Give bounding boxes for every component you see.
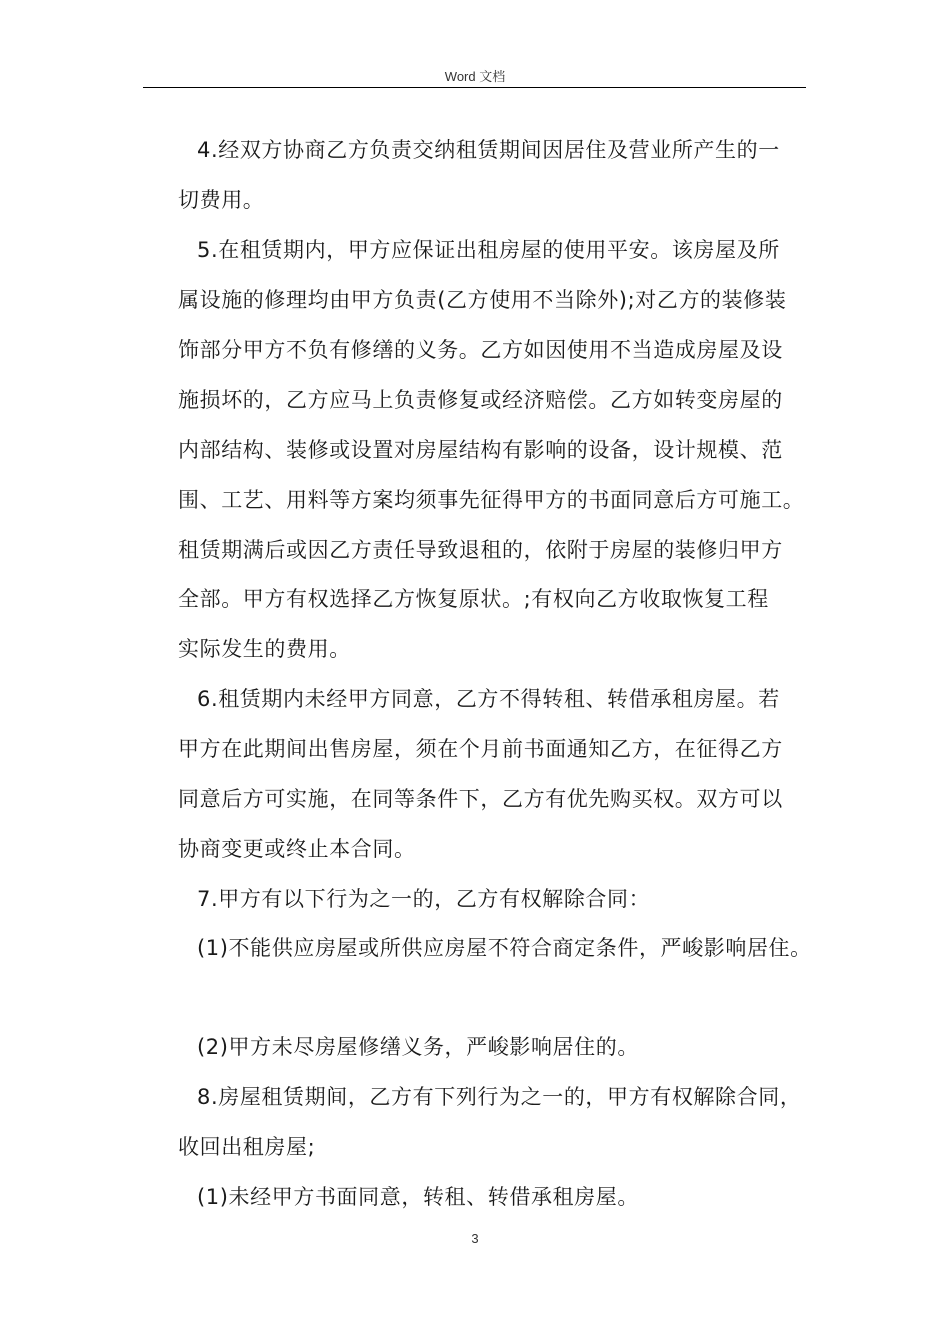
text-line: 属设施的修理均由甲方负责(乙方使用不当除外);对乙方的装修装 <box>178 288 787 312</box>
text-line: (2)甲方未尽房屋修缮义务，严峻影响居住的。 <box>197 1035 639 1059</box>
text-line: 6.租赁期内未经甲方同意，乙方不得转租、转借承租房屋。若 <box>197 687 780 711</box>
text-line: 租赁期满后或因乙方责任导致退租的，依附于房屋的装修归甲方 <box>178 538 783 562</box>
text-line: 饰部分甲方不负有修缮的义务。乙方如因使用不当造成房屋及设 <box>178 338 783 362</box>
text-line: 收回出租房屋; <box>178 1135 316 1159</box>
text-line: 协商变更或终止本合同。 <box>178 837 416 861</box>
text-line: 4.经双方协商乙方负责交纳租赁期间因居住及营业所产生的一 <box>197 138 780 162</box>
text-line: 8.房屋租赁期间，乙方有下列行为之一的，甲方有权解除合同， <box>197 1085 802 1109</box>
text-line: 7.甲方有以下行为之一的，乙方有权解除合同： <box>197 887 651 911</box>
text-line: 5.在租赁期内，甲方应保证出租房屋的使用平安。该房屋及所 <box>197 238 780 262</box>
page-number: 3 <box>471 1231 479 1246</box>
text-line: (1)不能供应房屋或所供应房屋不符合商定条件，严峻影响居住。 <box>197 936 812 960</box>
text-line: 施损坏的，乙方应马上负责修复或经济赔偿。乙方如转变房屋的 <box>178 388 783 412</box>
text-line: 同意后方可实施，在同等条件下，乙方有优先购买权。双方可以 <box>178 787 783 811</box>
text-line: 全部。甲方有权选择乙方恢复原状。;有权向乙方收取恢复工程 <box>178 587 769 611</box>
text-line: 甲方在此期间出售房屋，须在个月前书面通知乙方，在征得乙方 <box>178 737 783 761</box>
text-line: 切费用。 <box>178 188 265 212</box>
text-line: 围、工艺、用料等方案均须事先征得甲方的书面同意后方可施工。 <box>178 488 805 512</box>
text-line: (1)未经甲方书面同意，转租、转借承租房屋。 <box>197 1185 639 1209</box>
header-divider <box>143 87 806 88</box>
page-header: Word 文档 <box>444 69 506 84</box>
text-line: 实际发生的费用。 <box>178 637 351 661</box>
text-line: 内部结构、装修或设置对房屋结构有影响的设备，设计规模、范 <box>178 438 783 462</box>
